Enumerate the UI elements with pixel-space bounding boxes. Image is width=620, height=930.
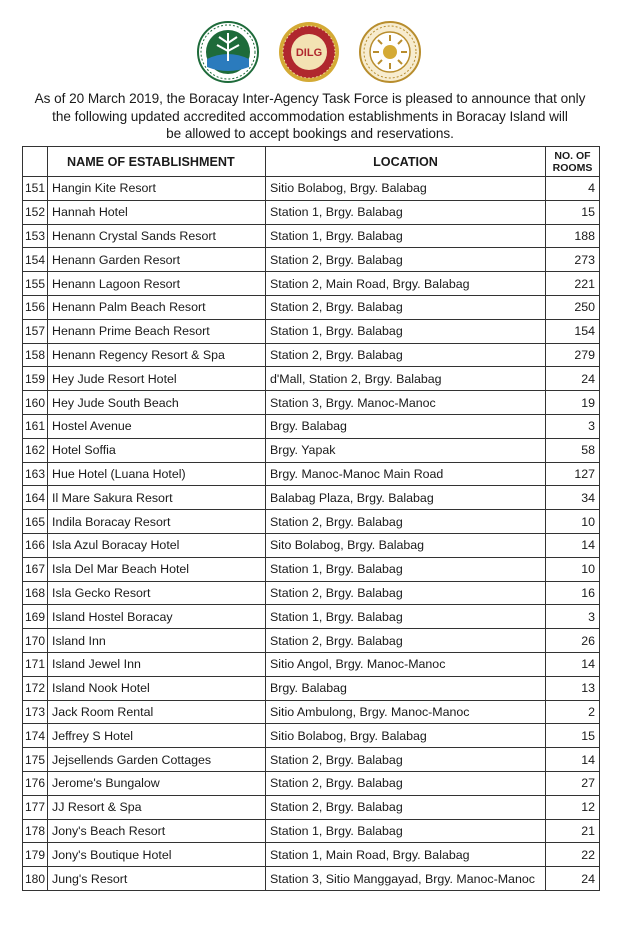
table-row bbox=[23, 319, 600, 343]
row-number: 159 bbox=[23, 367, 48, 391]
row-number: 177 bbox=[23, 795, 48, 819]
room-count: 58 bbox=[546, 438, 600, 462]
room-count: 22 bbox=[546, 843, 600, 867]
establishment-name: Indila Boracay Resort bbox=[48, 510, 266, 534]
announcement bbox=[10, 90, 610, 143]
establishment-name: Hue Hotel (Luana Hotel) bbox=[48, 462, 266, 486]
establishment-name: Henann Garden Resort bbox=[48, 248, 266, 272]
establishment-name: Hotel Soffia bbox=[48, 438, 266, 462]
row-number: 154 bbox=[23, 248, 48, 272]
room-count: 24 bbox=[546, 367, 600, 391]
table-row bbox=[23, 557, 600, 581]
table-row bbox=[23, 605, 600, 629]
header-location: LOCATION bbox=[266, 147, 546, 177]
establishment-location: d'Mall, Station 2, Brgy. Balabag bbox=[266, 367, 546, 391]
room-count: 34 bbox=[546, 486, 600, 510]
establishment-name: Island Nook Hotel bbox=[48, 676, 266, 700]
row-number: 157 bbox=[23, 319, 48, 343]
row-number: 175 bbox=[23, 748, 48, 772]
table-row bbox=[23, 652, 600, 676]
establishment-name: Jung's Resort bbox=[48, 867, 266, 891]
establishment-name: Henann Lagoon Resort bbox=[48, 272, 266, 296]
row-number: 151 bbox=[23, 177, 48, 201]
establishment-location: Station 2, Brgy. Balabag bbox=[266, 771, 546, 795]
room-count: 12 bbox=[546, 795, 600, 819]
row-number: 173 bbox=[23, 700, 48, 724]
room-count: 13 bbox=[546, 676, 600, 700]
header-rooms-line1: NO. OF bbox=[554, 149, 591, 162]
establishment-name: Island Jewel Inn bbox=[48, 652, 266, 676]
establishment-location: Sitio Bolabog, Brgy. Balabag bbox=[266, 724, 546, 748]
room-count: 4 bbox=[546, 177, 600, 201]
row-number: 155 bbox=[23, 272, 48, 296]
row-number: 153 bbox=[23, 224, 48, 248]
row-number: 156 bbox=[23, 295, 48, 319]
row-number: 170 bbox=[23, 629, 48, 653]
room-count: 21 bbox=[546, 819, 600, 843]
row-number: 179 bbox=[23, 843, 48, 867]
room-count: 14 bbox=[546, 748, 600, 772]
establishment-location: Station 1, Brgy. Balabag bbox=[266, 224, 546, 248]
table-row bbox=[23, 295, 600, 319]
denr-seal-icon bbox=[197, 21, 259, 83]
establishment-name: Henann Crystal Sands Resort bbox=[48, 224, 266, 248]
table-row bbox=[23, 819, 600, 843]
establishment-name: Jeffrey S Hotel bbox=[48, 724, 266, 748]
establishment-location: Brgy. Balabag bbox=[266, 676, 546, 700]
establishments-table bbox=[22, 146, 600, 891]
announcement-line: As of 20 March 2019, the Boracay Inter-Agency Task Force is pleased to announce that only bbox=[34, 91, 586, 106]
establishment-name: Isla Gecko Resort bbox=[48, 581, 266, 605]
establishment-name: Hannah Hotel bbox=[48, 200, 266, 224]
establishment-location: Station 2, Brgy. Balabag bbox=[266, 510, 546, 534]
room-count: 273 bbox=[546, 248, 600, 272]
establishment-location: Station 2, Brgy. Balabag bbox=[266, 795, 546, 819]
row-number: 180 bbox=[23, 867, 48, 891]
table-row bbox=[23, 462, 600, 486]
table-row bbox=[23, 629, 600, 653]
establishment-location: Station 1, Brgy. Balabag bbox=[266, 557, 546, 581]
establishment-name: Jony's Beach Resort bbox=[48, 819, 266, 843]
establishment-name: Hey Jude South Beach bbox=[48, 391, 266, 415]
room-count: 279 bbox=[546, 343, 600, 367]
table-row bbox=[23, 795, 600, 819]
establishment-location: Station 3, Brgy. Manoc-Manoc bbox=[266, 391, 546, 415]
table-row bbox=[23, 486, 600, 510]
room-count: 14 bbox=[546, 533, 600, 557]
table-row bbox=[23, 177, 600, 201]
room-count: 26 bbox=[546, 629, 600, 653]
table-row bbox=[23, 771, 600, 795]
header-number bbox=[23, 147, 48, 177]
establishment-name: Jony's Boutique Hotel bbox=[48, 843, 266, 867]
row-number: 176 bbox=[23, 771, 48, 795]
establishment-location: Sitio Angol, Brgy. Manoc-Manoc bbox=[266, 652, 546, 676]
establishment-name: JJ Resort & Spa bbox=[48, 795, 266, 819]
table-row bbox=[23, 224, 600, 248]
table-header-row bbox=[23, 147, 600, 177]
establishment-location: Sito Bolabog, Brgy. Balabag bbox=[266, 533, 546, 557]
dilg-seal-icon bbox=[278, 21, 340, 83]
establishment-location: Brgy. Manoc-Manoc Main Road bbox=[266, 462, 546, 486]
room-count: 250 bbox=[546, 295, 600, 319]
room-count: 154 bbox=[546, 319, 600, 343]
row-number: 160 bbox=[23, 391, 48, 415]
room-count: 27 bbox=[546, 771, 600, 795]
room-count: 221 bbox=[546, 272, 600, 296]
row-number: 171 bbox=[23, 652, 48, 676]
establishment-location: Station 2, Brgy. Balabag bbox=[266, 248, 546, 272]
table-row bbox=[23, 367, 600, 391]
table-body bbox=[23, 177, 600, 891]
establishment-location: Station 2, Brgy. Balabag bbox=[266, 629, 546, 653]
establishment-name: Henann Palm Beach Resort bbox=[48, 295, 266, 319]
establishment-name: Jejsellends Garden Cottages bbox=[48, 748, 266, 772]
room-count: 2 bbox=[546, 700, 600, 724]
establishment-location: Station 2, Brgy. Balabag bbox=[266, 581, 546, 605]
table-row bbox=[23, 843, 600, 867]
row-number: 163 bbox=[23, 462, 48, 486]
room-count: 127 bbox=[546, 462, 600, 486]
establishment-name: Isla Azul Boracay Hotel bbox=[48, 533, 266, 557]
row-number: 178 bbox=[23, 819, 48, 843]
row-number: 167 bbox=[23, 557, 48, 581]
dot-seal-icon bbox=[359, 21, 421, 83]
table-row bbox=[23, 581, 600, 605]
establishment-location: Station 3, Sitio Manggayad, Brgy. Manoc-Manoc bbox=[266, 867, 546, 891]
establishment-location: Station 2, Brgy. Balabag bbox=[266, 295, 546, 319]
row-number: 168 bbox=[23, 581, 48, 605]
room-count: 15 bbox=[546, 724, 600, 748]
table-row bbox=[23, 867, 600, 891]
establishment-name: Il Mare Sakura Resort bbox=[48, 486, 266, 510]
establishment-location: Brgy. Balabag bbox=[266, 414, 546, 438]
room-count: 10 bbox=[546, 510, 600, 534]
table-row bbox=[23, 676, 600, 700]
row-number: 152 bbox=[23, 200, 48, 224]
header-rooms-line2: ROOMS bbox=[552, 161, 593, 174]
table-row bbox=[23, 438, 600, 462]
establishment-name: Henann Prime Beach Resort bbox=[48, 319, 266, 343]
announcement-line: the following updated accredited accommodation establishments in Boracay Island will bbox=[52, 108, 568, 124]
table-row bbox=[23, 272, 600, 296]
establishment-name: Hey Jude Resort Hotel bbox=[48, 367, 266, 391]
room-count: 19 bbox=[546, 391, 600, 415]
table-row bbox=[23, 391, 600, 415]
establishment-location: Brgy. Yapak bbox=[266, 438, 546, 462]
establishment-name: Island Inn bbox=[48, 629, 266, 653]
establishment-name: Henann Regency Resort & Spa bbox=[48, 343, 266, 367]
establishment-location: Station 2, Brgy. Balabag bbox=[266, 343, 546, 367]
establishment-location: Sitio Ambulong, Brgy. Manoc-Manoc bbox=[266, 700, 546, 724]
room-count: 10 bbox=[546, 557, 600, 581]
establishment-location: Station 2, Brgy. Balabag bbox=[266, 748, 546, 772]
room-count: 3 bbox=[546, 414, 600, 438]
table-row bbox=[23, 200, 600, 224]
establishment-location: Sitio Bolabog, Brgy. Balabag bbox=[266, 177, 546, 201]
table-row bbox=[23, 533, 600, 557]
row-number: 174 bbox=[23, 724, 48, 748]
establishment-location: Station 1, Brgy. Balabag bbox=[266, 819, 546, 843]
establishment-location: Station 1, Brgy. Balabag bbox=[266, 605, 546, 629]
row-number: 169 bbox=[23, 605, 48, 629]
room-count: 188 bbox=[546, 224, 600, 248]
establishment-location: Station 1, Brgy. Balabag bbox=[266, 319, 546, 343]
room-count: 15 bbox=[546, 200, 600, 224]
header-rooms bbox=[546, 147, 600, 177]
row-number: 165 bbox=[23, 510, 48, 534]
establishment-location: Station 1, Brgy. Balabag bbox=[266, 200, 546, 224]
table-row bbox=[23, 343, 600, 367]
svg-text:DILG: DILG bbox=[295, 47, 323, 59]
room-count: 14 bbox=[546, 652, 600, 676]
header-name: NAME OF ESTABLISHMENT bbox=[48, 147, 266, 177]
room-count: 3 bbox=[546, 605, 600, 629]
table-row bbox=[23, 510, 600, 534]
row-number: 172 bbox=[23, 676, 48, 700]
row-number: 162 bbox=[23, 438, 48, 462]
establishment-name: Hostel Avenue bbox=[48, 414, 266, 438]
agency-logos bbox=[0, 21, 620, 87]
row-number: 158 bbox=[23, 343, 48, 367]
table-row bbox=[23, 724, 600, 748]
table-row bbox=[23, 748, 600, 772]
room-count: 16 bbox=[546, 581, 600, 605]
row-number: 164 bbox=[23, 486, 48, 510]
establishment-name: Island Hostel Boracay bbox=[48, 605, 266, 629]
establishment-name: Jack Room Rental bbox=[48, 700, 266, 724]
establishment-name: Hangin Kite Resort bbox=[48, 177, 266, 201]
table-row bbox=[23, 700, 600, 724]
announcement-line: be allowed to accept bookings and reservations. bbox=[166, 126, 454, 141]
row-number: 161 bbox=[23, 414, 48, 438]
establishment-name: Jerome's Bungalow bbox=[48, 771, 266, 795]
table-row bbox=[23, 414, 600, 438]
establishment-location: Station 1, Main Road, Brgy. Balabag bbox=[266, 843, 546, 867]
row-number: 166 bbox=[23, 533, 48, 557]
establishment-name: Isla Del Mar Beach Hotel bbox=[48, 557, 266, 581]
establishment-location: Balabag Plaza, Brgy. Balabag bbox=[266, 486, 546, 510]
table-row bbox=[23, 248, 600, 272]
room-count: 24 bbox=[546, 867, 600, 891]
establishment-location: Station 2, Main Road, Brgy. Balabag bbox=[266, 272, 546, 296]
